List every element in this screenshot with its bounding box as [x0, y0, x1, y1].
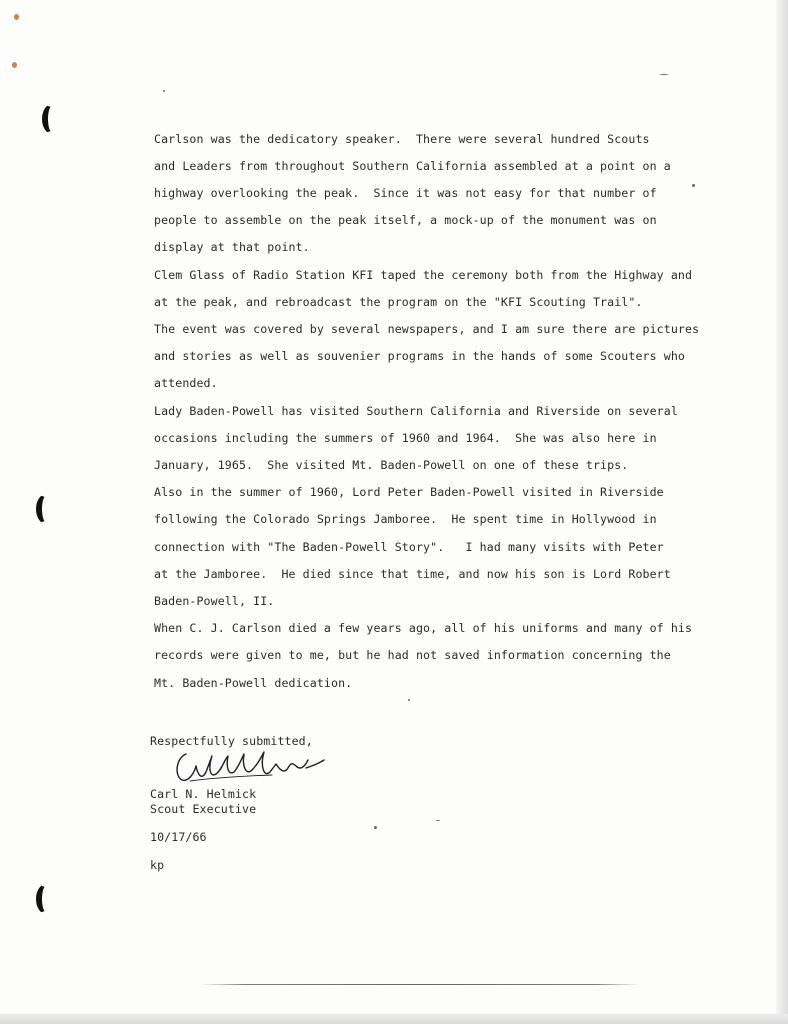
body-line: Lady Baden-Powell has visited Southern California and Riverside on several	[154, 404, 678, 418]
body-line: people to assemble on the peak itself, a mock-up of the monument was on	[154, 213, 657, 227]
handwritten-signature	[172, 748, 332, 784]
body-line: attended.	[154, 376, 218, 390]
body-line: records were given to me, but he had not saved information concerning the	[154, 648, 671, 662]
paper-speck	[408, 699, 410, 701]
punch-hole-top	[42, 104, 62, 134]
letter-date: 10/17/66	[150, 830, 207, 844]
rust-spot	[14, 14, 19, 20]
closing-text: Respectfully submitted,	[150, 734, 313, 748]
body-line: Mt. Baden-Powell dedication.	[154, 676, 353, 690]
paper-speck	[163, 90, 165, 92]
body-line: and Leaders from throughout Southern California assembled at a point on a	[154, 159, 671, 173]
body-line: at the peak, and rebroadcast the program on the "KFI Scouting Trail".	[154, 295, 643, 309]
body-line: Also in the summer of 1960, Lord Peter Baden-Powell visited in Riverside	[154, 485, 664, 499]
scan-edge-right	[776, 0, 788, 1024]
punch-hole-bottom	[36, 884, 56, 914]
paper-speck	[374, 826, 377, 829]
body-line: occasions including the summers of 1960 and 1964. She was also here in	[154, 431, 657, 445]
body-line: When C. J. Carlson died a few years ago, all of his uniforms and many of his	[154, 621, 693, 635]
body-line: display at that point.	[154, 240, 310, 254]
body-line: and stories as well as souvenier programs in the hands of some Scouters who	[154, 349, 686, 363]
body-line: January, 1965. She visited Mt. Baden-Powell on one of these trips.	[154, 458, 629, 472]
body-line: following the Colorado Springs Jamboree. He spent time in Hollywood in	[154, 512, 657, 526]
body-line: connection with "The Baden-Powell Story". I had many visits with Peter	[154, 540, 664, 554]
paper-speck	[660, 74, 668, 75]
signer-title: Scout Executive	[150, 802, 257, 816]
body-line: at the Jamboree. He died since that time, and now his son is Lord Robert	[154, 567, 671, 581]
body-line: The event was covered by several newspapers, and I am sure there are pictures	[154, 322, 700, 336]
bottom-rule	[200, 984, 640, 985]
paper-speck	[436, 820, 440, 821]
body-line: Clem Glass of Radio Station KFI taped the ceremony both from the Highway and	[154, 268, 693, 282]
body-line: Baden-Powell, II.	[154, 594, 275, 608]
rust-spot	[12, 62, 17, 68]
paper-speck	[692, 184, 695, 187]
scan-edge-bottom	[0, 1014, 788, 1024]
body-line: Carlson was the dedicatory speaker. There were several hundred Scouts	[154, 132, 650, 146]
signer-name: Carl N. Helmick	[150, 787, 257, 801]
typist-initials: kp	[150, 858, 165, 872]
body-line: highway overlooking the peak. Since it was not easy for that number of	[154, 186, 657, 200]
punch-hole-middle	[36, 494, 56, 524]
